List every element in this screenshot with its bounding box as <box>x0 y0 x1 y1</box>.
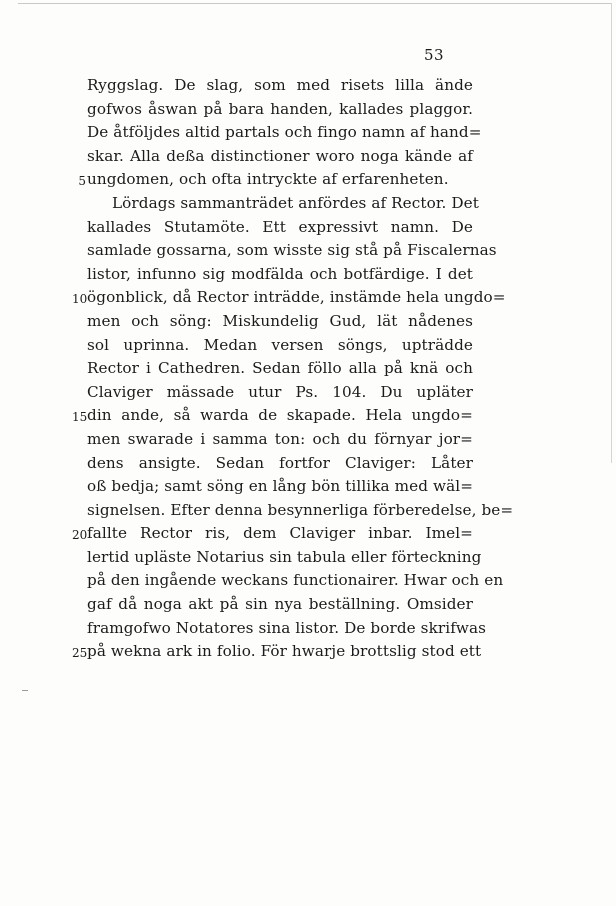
text-line <box>0 522 616 546</box>
line-text: framgofwo Notatores sina listor. De borde skrifwas <box>87 618 487 637</box>
text-line <box>0 192 616 216</box>
line-text: samlade gossarna, som wisste sig stå på Fiscalernas <box>87 241 497 260</box>
text-block <box>0 74 616 664</box>
text-line <box>0 168 616 192</box>
line-text: din ande, så warda de skapade. Hela ungdo= <box>87 406 473 425</box>
text-line <box>0 593 616 617</box>
line-number: 15 <box>72 410 88 425</box>
text-line <box>0 640 616 664</box>
text-line <box>0 145 616 169</box>
line-text: skar. Alla deßa distinctioner woro noga kände af <box>87 146 473 165</box>
line-number: 25 <box>72 646 88 661</box>
line-text: Lördags sammanträdet anfördes af Rector. Det <box>112 193 479 212</box>
line-text: sol uprinna. Medan versen söngs, upträdde <box>87 335 473 354</box>
text-line <box>0 263 616 287</box>
text-line <box>0 98 616 122</box>
line-text: listor, infunno sig modfälda och botfärdige. I det <box>87 264 473 283</box>
text-line <box>0 121 616 145</box>
text-line <box>0 452 616 476</box>
line-text: på wekna ark in folio. För hwarje brottslig stod ett <box>87 642 482 661</box>
line-text: men swarade i samma ton: och du förnyar jor= <box>87 429 473 448</box>
line-text: gofwos åswan på bara handen, kallades plaggor. <box>87 99 473 118</box>
text-line <box>0 569 616 593</box>
text-line <box>0 357 616 381</box>
line-number: 5 <box>78 174 86 189</box>
text-line <box>0 216 616 240</box>
line-text: lertid upläste Notarius sin tabula eller förteckning <box>87 547 482 566</box>
line-text: dens ansigte. Sedan fortfor Claviger: Låter <box>87 453 473 472</box>
line-text: fallte Rector ris, dem Claviger inbar. Imel= <box>87 524 473 543</box>
line-text: kallades Stutamöte. Ett expressivt namn. De <box>87 217 473 236</box>
line-text: oß bedja; samt söng en lång bön tillika med wäl= <box>87 477 474 496</box>
text-line <box>0 475 616 499</box>
page-edge-top <box>18 3 612 4</box>
line-number: 10 <box>72 292 88 307</box>
line-text: Ryggslag. De slag, som med risets lilla ände <box>87 76 473 94</box>
text-line <box>0 546 616 570</box>
text-line <box>0 310 616 334</box>
text-line <box>0 381 616 405</box>
line-text: Rector i Cathedren. Sedan föllo alla på knä och <box>87 359 473 378</box>
line-text: på den ingående weckans functionairer. Hwar och en <box>87 571 504 590</box>
line-text: ungdomen, och ofta intryckte af erfarenheten. <box>87 170 449 189</box>
line-text: signelsen. Efter denna besynnerliga förberedelse, be= <box>87 500 514 519</box>
line-text: ögonblick, då Rector inträdde, instämde hela ungdo= <box>87 288 506 307</box>
page-number: 53 <box>424 46 445 64</box>
text-line <box>0 334 616 358</box>
line-text: men och söng: Miskundelig Gud, lät nådenes <box>87 311 473 330</box>
line-text: Claviger mässade utur Ps. 104. Du upläter <box>87 382 473 401</box>
text-line <box>0 499 616 523</box>
text-line <box>0 74 616 98</box>
margin-mark <box>22 690 28 691</box>
text-line <box>0 428 616 452</box>
line-text: De åtföljdes altid partals och fingo namn af hand= <box>87 123 482 142</box>
text-line <box>0 286 616 310</box>
text-line <box>0 404 616 428</box>
text-line <box>0 617 616 641</box>
line-text: gaf då noga akt på sin nya beställning. Omsider <box>87 595 473 614</box>
line-number: 20 <box>72 528 88 543</box>
text-line <box>0 239 616 263</box>
